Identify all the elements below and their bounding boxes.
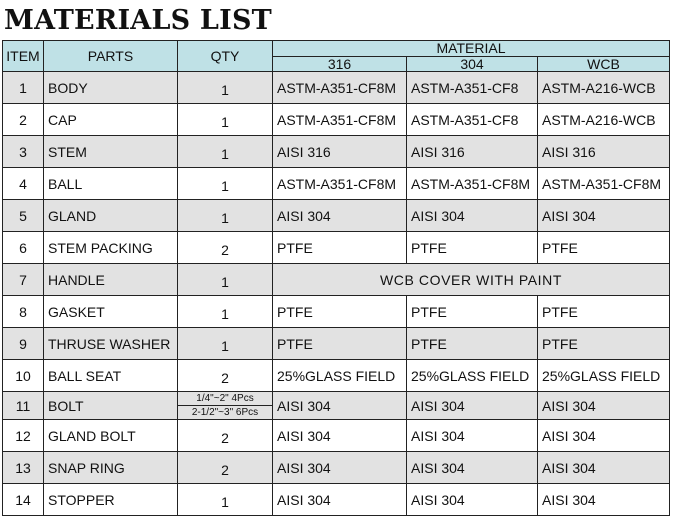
part-name: STOPPER	[44, 484, 178, 516]
material-wcb: PTFE	[538, 232, 670, 264]
item-number: 6	[3, 232, 44, 264]
item-number: 9	[3, 328, 44, 360]
quantity: 1	[178, 264, 273, 296]
quantity: 2	[178, 452, 273, 484]
header-304: 304	[407, 57, 538, 72]
item-number: 13	[3, 452, 44, 484]
quantity: 1	[178, 484, 273, 516]
material-316: ASTM-A351-CF8M	[273, 168, 407, 200]
material-304: ASTM-A351-CF8M	[407, 168, 538, 200]
item-number: 7	[3, 264, 44, 296]
material-wcb: AISI 304	[538, 420, 670, 452]
part-name: BOLT	[44, 392, 178, 420]
quantity: 1	[178, 104, 273, 136]
table-row	[3, 360, 670, 392]
material-316: PTFE	[273, 328, 407, 360]
table-row	[3, 264, 670, 296]
material-316: PTFE	[273, 232, 407, 264]
material-wcb: PTFE	[538, 296, 670, 328]
material-wcb: ASTM-A216-WCB	[538, 104, 670, 136]
material-wcb: AISI 304	[538, 484, 670, 516]
table-body	[3, 72, 670, 516]
material-316: AISI 304	[273, 420, 407, 452]
item-number: 3	[3, 136, 44, 168]
quantity: 1	[178, 136, 273, 168]
page-title: MATERIALS LIST	[4, 5, 272, 36]
material-wcb: AISI 304	[538, 200, 670, 232]
part-name: THRUSE WASHER	[44, 328, 178, 360]
part-name: GASKET	[44, 296, 178, 328]
quantity-small-size: 1/4"~2" 4Pcs	[178, 392, 272, 406]
material-304: ASTM-A351-CF8	[407, 72, 538, 104]
header-wcb: WCB	[538, 57, 670, 72]
material-304: PTFE	[407, 296, 538, 328]
quantity-large-size: 2-1/2"~3" 6Pcs	[191, 407, 259, 418]
material-wcb: AISI 304	[538, 392, 670, 420]
table-row	[3, 420, 670, 452]
table-row	[3, 72, 670, 104]
table-row	[3, 104, 670, 136]
material-316: 25%GLASS FIELD	[273, 360, 407, 392]
item-number: 2	[3, 104, 44, 136]
material-304: AISI 304	[407, 452, 538, 484]
table-row	[3, 136, 670, 168]
material-316: AISI 304	[273, 200, 407, 232]
material-304: AISI 304	[407, 420, 538, 452]
quantity: 1	[178, 168, 273, 200]
material-wcb: ASTM-A351-CF8M	[538, 168, 670, 200]
material-316: AISI 316	[273, 136, 407, 168]
material-304: AISI 304	[407, 200, 538, 232]
part-name: GLAND	[44, 200, 178, 232]
material-wcb: AISI 316	[538, 136, 670, 168]
quantity: 2	[178, 420, 273, 452]
header-item: ITEM	[3, 41, 44, 72]
material-316: ASTM-A351-CF8M	[273, 104, 407, 136]
quantity: 2	[178, 232, 273, 264]
header-qty: QTY	[178, 41, 273, 72]
header-316: 316	[273, 57, 407, 72]
table-row	[3, 200, 670, 232]
material-304: AISI 316	[407, 136, 538, 168]
table-row	[3, 452, 670, 484]
item-number: 5	[3, 200, 44, 232]
table-row	[3, 168, 670, 200]
material-316: AISI 304	[273, 484, 407, 516]
table-header	[3, 41, 670, 72]
item-number: 14	[3, 484, 44, 516]
part-name: SNAP RING	[44, 452, 178, 484]
part-name: STEM PACKING	[44, 232, 178, 264]
part-name: BALL	[44, 168, 178, 200]
part-name: CAP	[44, 104, 178, 136]
header-parts: PARTS	[44, 41, 178, 72]
material-316: ASTM-A351-CF8M	[273, 72, 407, 104]
quantity: 1	[178, 72, 273, 104]
quantity: 1	[178, 200, 273, 232]
table-row	[3, 328, 670, 360]
part-name: BALL SEAT	[44, 360, 178, 392]
table-row	[3, 232, 670, 264]
material-316: PTFE	[273, 296, 407, 328]
item-number: 12	[3, 420, 44, 452]
material-304: PTFE	[407, 328, 538, 360]
item-number: 10	[3, 360, 44, 392]
table-row	[3, 392, 670, 420]
table-row	[3, 484, 670, 516]
material-304: PTFE	[407, 232, 538, 264]
quantity: 1	[178, 296, 273, 328]
materials-table	[2, 40, 670, 516]
part-name: HANDLE	[44, 264, 178, 296]
material-wcb: ASTM-A216-WCB	[538, 72, 670, 104]
material-304: 25%GLASS FIELD	[407, 360, 538, 392]
material-304: AISI 304	[407, 392, 538, 420]
table-row	[3, 296, 670, 328]
material-all: WCB COVER WITH PAINT	[273, 264, 670, 296]
material-316: AISI 304	[273, 452, 407, 484]
quantity: 1	[178, 328, 273, 360]
material-wcb: PTFE	[538, 328, 670, 360]
quantity: 2	[178, 360, 273, 392]
material-316: AISI 304	[273, 392, 407, 420]
part-name: GLAND BOLT	[44, 420, 178, 452]
item-number: 11	[3, 392, 44, 420]
material-wcb: 25%GLASS FIELD	[538, 360, 670, 392]
header-material: MATERIAL	[273, 41, 670, 57]
material-304: AISI 304	[407, 484, 538, 516]
part-name: STEM	[44, 136, 178, 168]
item-number: 8	[3, 296, 44, 328]
part-name: BODY	[44, 72, 178, 104]
item-number: 4	[3, 168, 44, 200]
item-number: 1	[3, 72, 44, 104]
material-304: ASTM-A351-CF8	[407, 104, 538, 136]
material-wcb: AISI 304	[538, 452, 670, 484]
quantity-cell	[178, 392, 273, 420]
